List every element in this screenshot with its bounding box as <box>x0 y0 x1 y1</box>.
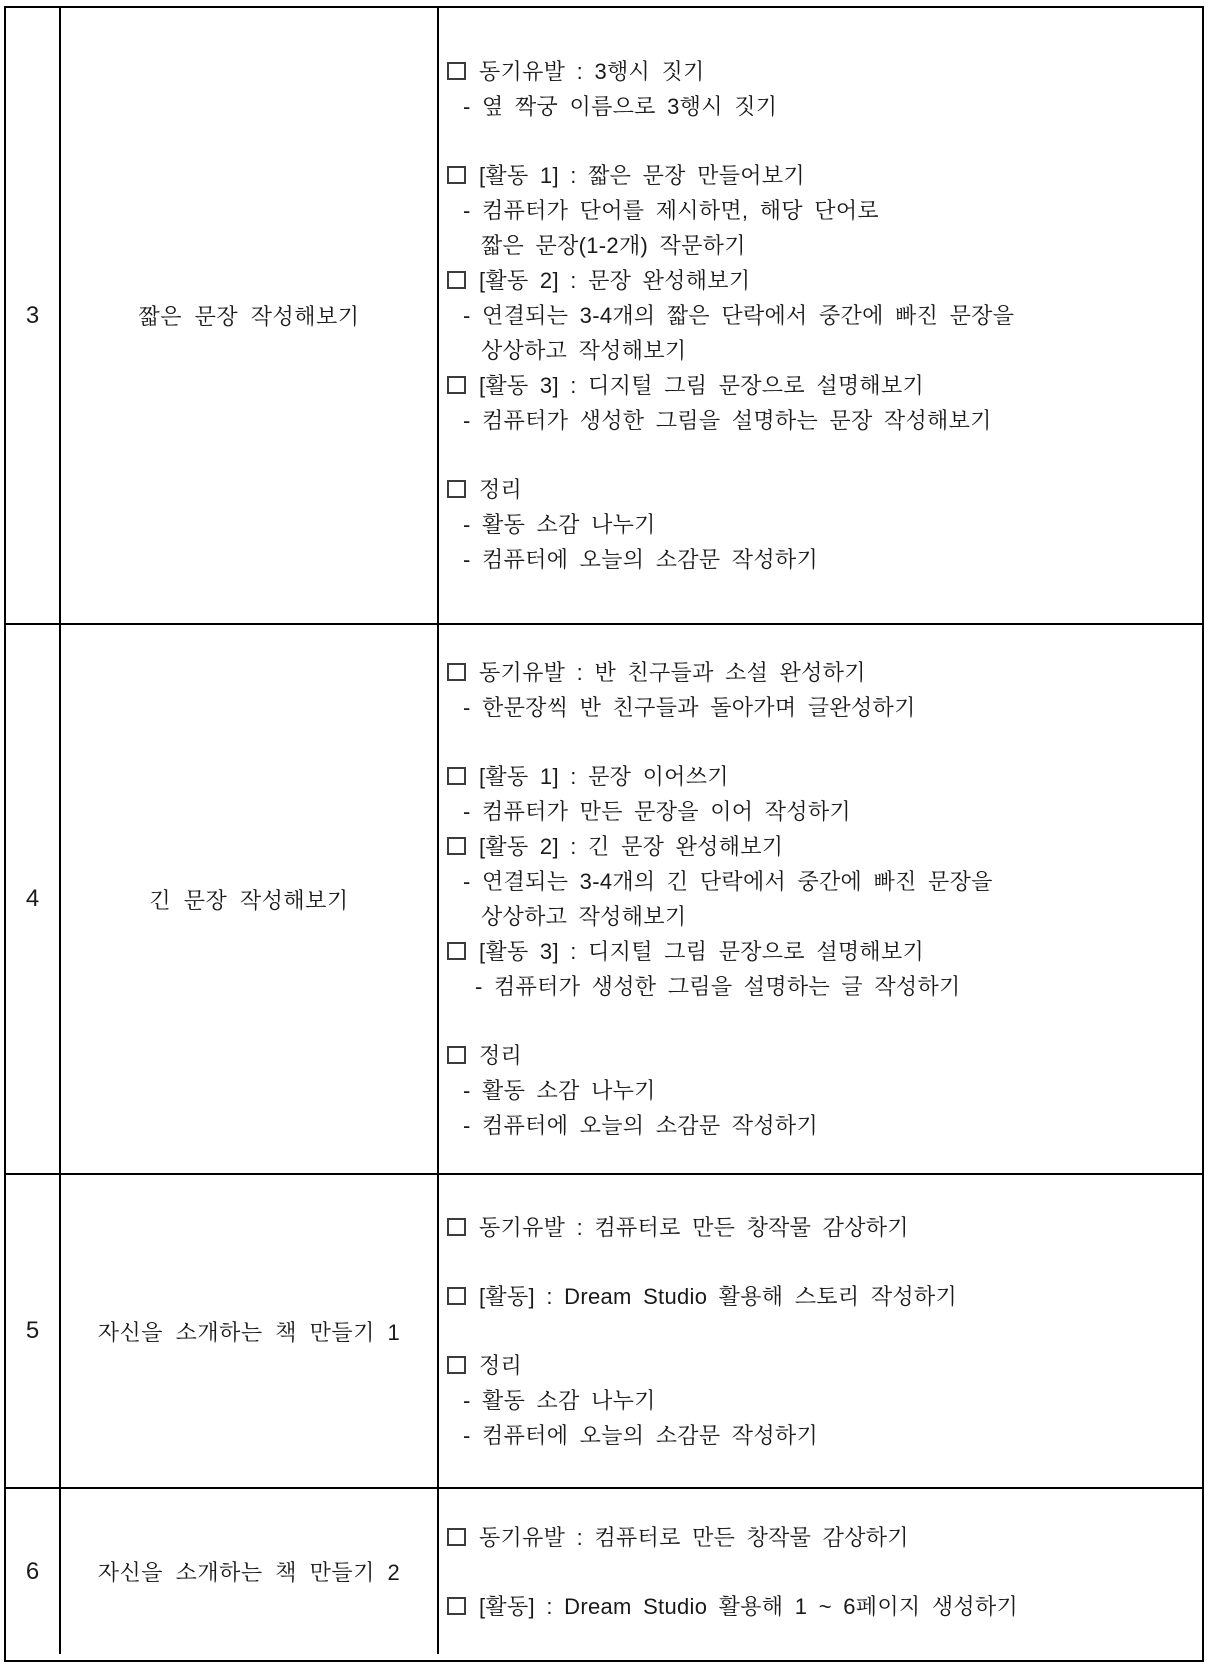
content-line-text: 정리 <box>479 477 523 502</box>
content-line-text: 동기유발 : 컴퓨터로 만든 창작물 감상하기 <box>479 1214 909 1240</box>
content-line <box>447 969 1192 1004</box>
content-line <box>447 1520 1192 1555</box>
content-line <box>447 368 1192 403</box>
table-row <box>6 1175 1202 1489</box>
checkbox-icon <box>447 1356 466 1374</box>
row-number-cell: 5 <box>6 1175 61 1487</box>
content-line-text: - 컴퓨터에 오늘의 소감문 작성하기 <box>463 1113 819 1138</box>
content-line-text: [활동 2] : 문장 완성해보기 <box>479 268 751 293</box>
content-line-text: [활동] : Dream Studio 활용해 1 ~ 6페이지 생성하기 <box>479 1593 1019 1619</box>
content-line-text: 동기유발 : 3행시 짓기 <box>479 59 705 84</box>
content-line-text: 동기유발 : 반 친구들과 소설 완성하기 <box>479 660 866 685</box>
checkbox-icon <box>447 1528 466 1546</box>
content-line-text: - 한문장씩 반 친구들과 돌아가며 글완성하기 <box>463 695 916 720</box>
content-line-text: 정리 <box>479 1352 523 1378</box>
content-line <box>447 403 1192 438</box>
content-blank-line <box>447 438 1192 472</box>
content-line <box>447 829 1192 864</box>
content-line-text: - 옆 짝궁 이름으로 3행시 짓기 <box>463 94 778 119</box>
checkbox-icon <box>447 1046 466 1064</box>
content-line <box>447 193 1192 228</box>
checkbox-icon <box>447 1597 466 1615</box>
content-line-text: - 컴퓨터가 단어를 제시하면, 해당 단어로 <box>463 198 879 223</box>
content-line <box>447 1279 1192 1314</box>
content-line <box>447 1348 1192 1383</box>
checkbox-icon <box>447 62 466 80</box>
content-line-text: 동기유발 : 컴퓨터로 만든 창작물 감상하기 <box>479 1524 909 1550</box>
content-line-text: 상상하고 작성해보기 <box>481 338 687 363</box>
row-number-cell: 3 <box>6 8 61 623</box>
content-line <box>447 1038 1192 1073</box>
content-line <box>447 655 1192 690</box>
table-row <box>6 1489 1202 1654</box>
content-line <box>447 54 1192 89</box>
content-line-text: 짧은 문장(1-2개) 작문하기 <box>481 233 746 258</box>
content-line <box>447 1383 1192 1418</box>
content-line <box>447 1418 1192 1453</box>
content-line-text: - 컴퓨터에 오늘의 소감문 작성하기 <box>463 1422 819 1448</box>
row-title-cell: 긴 문장 작성해보기 <box>61 625 439 1173</box>
content-line <box>447 263 1192 298</box>
content-line-text: [활동 1] : 문장 이어쓰기 <box>479 764 729 789</box>
content-line <box>447 333 1192 368</box>
content-line <box>447 228 1192 263</box>
content-line <box>447 158 1192 193</box>
content-line <box>447 899 1192 934</box>
table-row <box>6 8 1202 625</box>
content-line <box>447 1073 1192 1108</box>
content-line-text: - 연결되는 3-4개의 짧은 단락에서 중간에 빠진 문장을 <box>463 303 1015 328</box>
content-line-text: 상상하고 작성해보기 <box>481 904 687 929</box>
content-blank-line <box>447 1314 1192 1348</box>
content-line <box>447 1108 1192 1143</box>
checkbox-icon <box>447 376 466 394</box>
content-line <box>447 507 1192 542</box>
content-blank-line <box>447 124 1192 158</box>
content-line <box>447 690 1192 725</box>
row-number-cell: 4 <box>6 625 61 1173</box>
content-line-text: [활동 2] : 긴 문장 완성해보기 <box>479 834 784 859</box>
content-line <box>447 89 1192 124</box>
row-title-cell: 자신을 소개하는 책 만들기 1 <box>61 1175 439 1487</box>
checkbox-icon <box>447 767 466 785</box>
table-row <box>6 625 1202 1175</box>
content-line <box>447 759 1192 794</box>
row-number-cell: 6 <box>6 1489 61 1654</box>
content-line-text: - 연결되는 3-4개의 긴 단락에서 중간에 빠진 문장을 <box>463 869 993 894</box>
checkbox-icon <box>447 942 466 960</box>
content-line <box>447 864 1192 899</box>
content-line-text: 정리 <box>479 1043 523 1068</box>
checkbox-icon <box>447 663 466 681</box>
content-line <box>447 1589 1192 1624</box>
content-line-text: - 컴퓨터가 만든 문장을 이어 작성하기 <box>463 799 851 824</box>
lesson-plan-table <box>4 6 1204 1662</box>
checkbox-icon <box>447 166 466 184</box>
content-line-text: [활동 3] : 디지털 그림 문장으로 설명해보기 <box>479 939 925 964</box>
content-line <box>447 1210 1192 1245</box>
row-content-cell <box>439 1175 1202 1487</box>
content-blank-line <box>447 1004 1192 1038</box>
content-line <box>447 472 1192 507</box>
checkbox-icon <box>447 1218 466 1236</box>
content-blank-line <box>447 1555 1192 1589</box>
content-line-text: [활동 1] : 짧은 문장 만들어보기 <box>479 163 805 188</box>
content-line-text: - 활동 소감 나누기 <box>463 1387 656 1413</box>
content-line <box>447 542 1192 577</box>
content-line-text: - 컴퓨터가 생성한 그림을 설명하는 문장 작성해보기 <box>463 408 992 433</box>
row-title-cell: 짧은 문장 작성해보기 <box>61 8 439 623</box>
content-line-text: [활동] : Dream Studio 활용해 스토리 작성하기 <box>479 1283 958 1309</box>
row-content-cell <box>439 8 1202 623</box>
checkbox-icon <box>447 1287 466 1305</box>
row-content-cell <box>439 1489 1202 1654</box>
content-line-text: - 컴퓨터가 생성한 그림을 설명하는 글 작성하기 <box>475 974 961 999</box>
row-content-cell <box>439 625 1202 1173</box>
content-line-text: - 활동 소감 나누기 <box>463 1078 656 1103</box>
checkbox-icon <box>447 837 466 855</box>
content-line <box>447 298 1192 333</box>
checkbox-icon <box>447 271 466 289</box>
content-blank-line <box>447 725 1192 759</box>
content-line-text: [활동 3] : 디지털 그림 문장으로 설명해보기 <box>479 373 925 398</box>
content-line <box>447 794 1192 829</box>
row-title-cell: 자신을 소개하는 책 만들기 2 <box>61 1489 439 1654</box>
content-line-text: - 컴퓨터에 오늘의 소감문 작성하기 <box>463 547 819 572</box>
checkbox-icon <box>447 480 466 498</box>
content-line-text: - 활동 소감 나누기 <box>463 512 656 537</box>
content-line <box>447 934 1192 969</box>
content-blank-line <box>447 1245 1192 1279</box>
